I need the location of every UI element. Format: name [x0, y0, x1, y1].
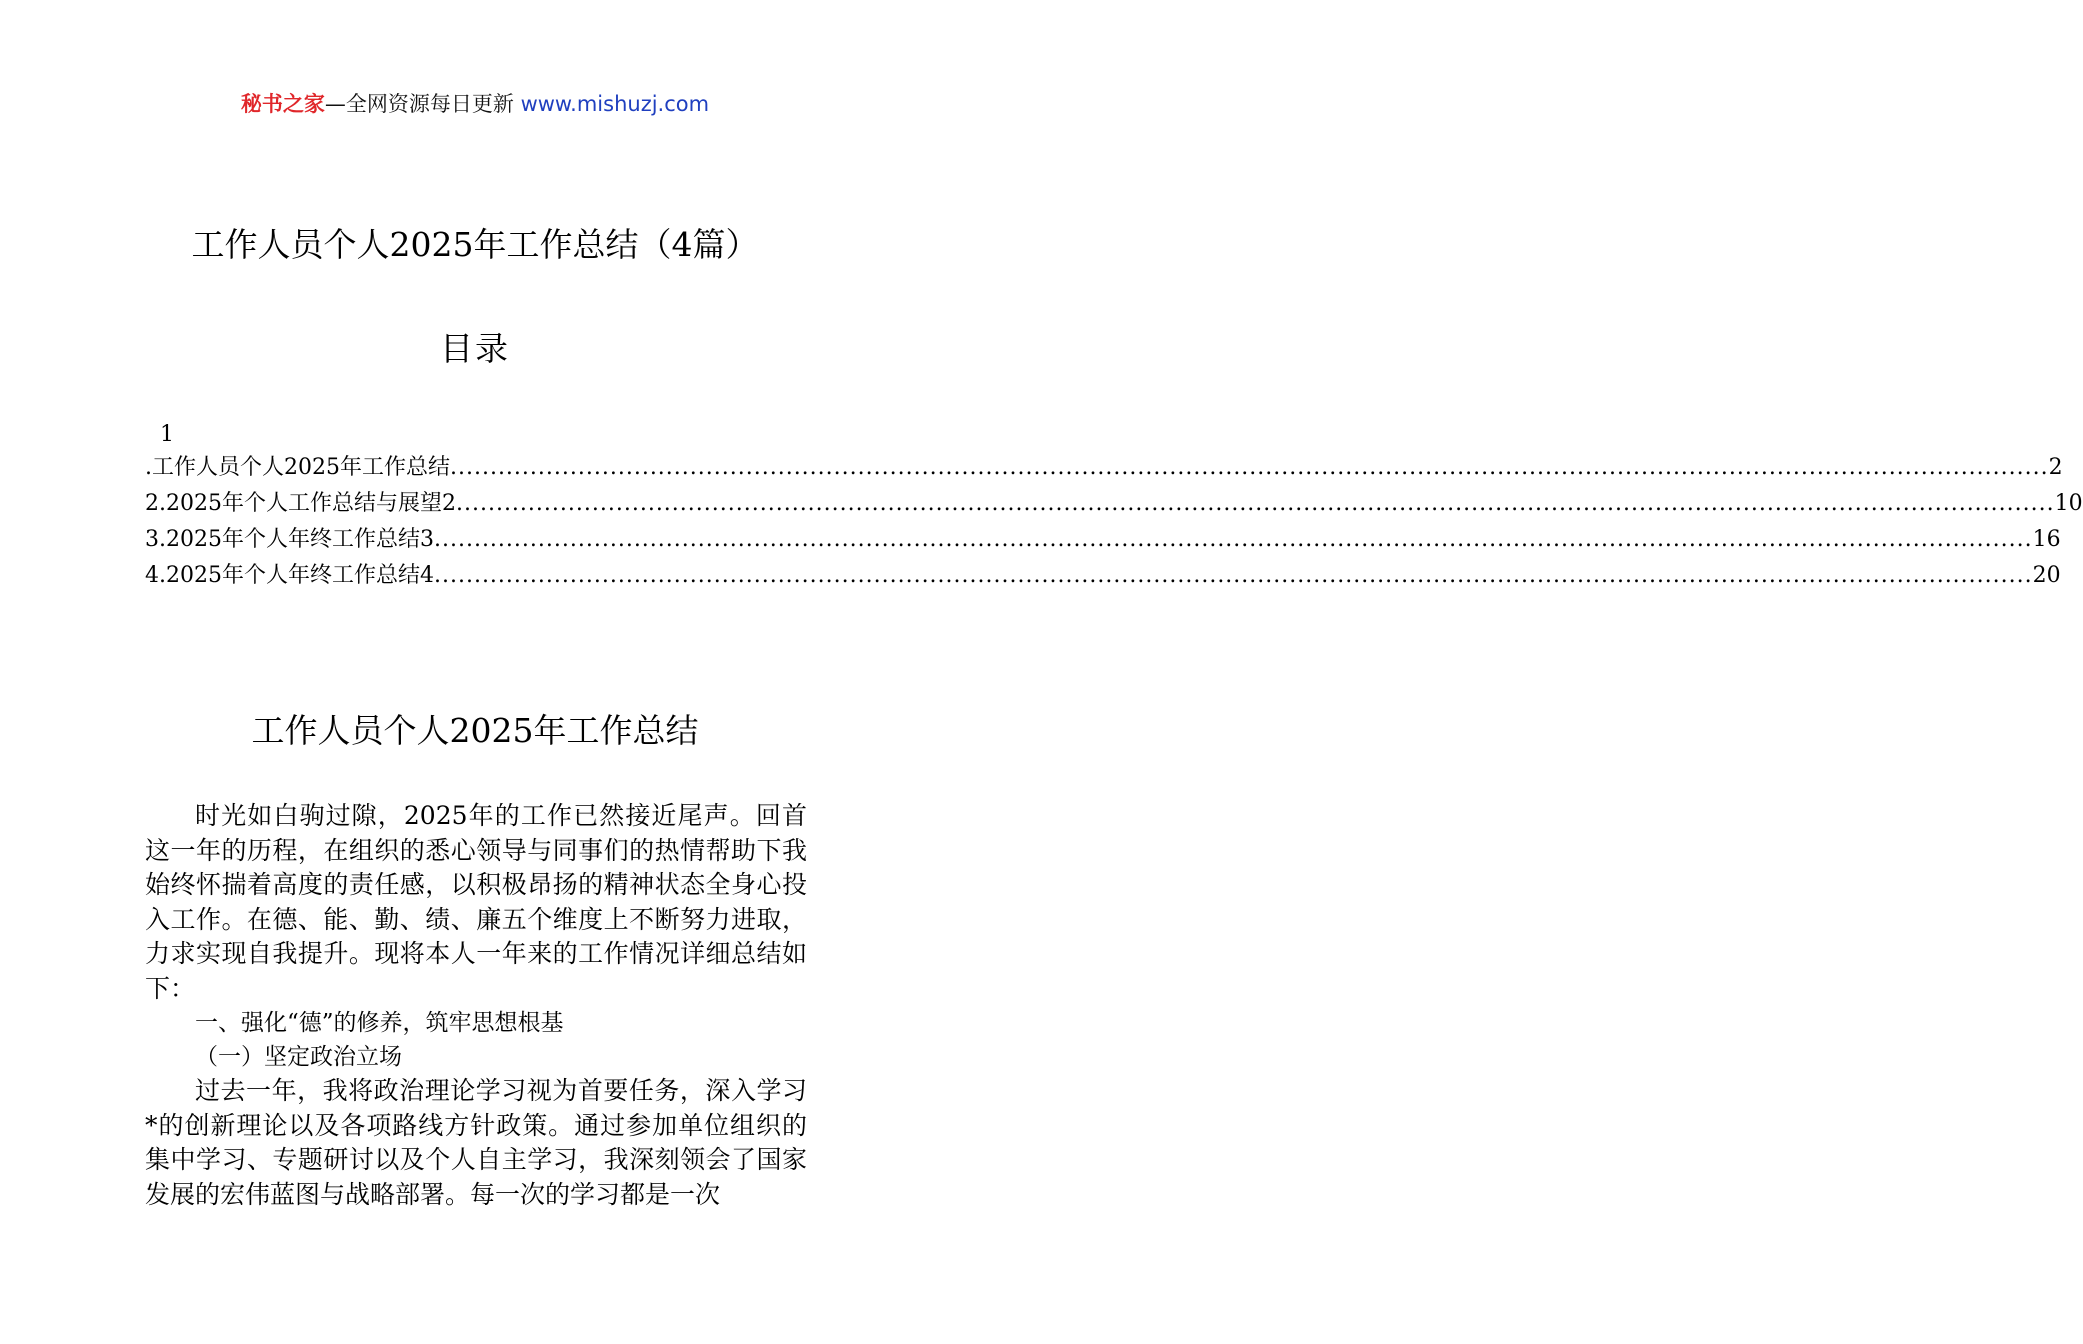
- toc-entry-page: 16: [2032, 527, 2061, 552]
- toc-entry[interactable]: [145, 558, 2061, 594]
- toc-entry-title: 4.2025年个人年终工作总结4: [145, 563, 434, 588]
- body-paragraph: 过去一年，我将政治理论学习视为首要任务，深入学习*的创新理论以及各项路线方针政策。通过参加单位组织的集中学习、专题研讨以及个人自主学习，我深刻领会了国家发展的宏伟蓝图与战略部署。每一次的学习都是一次: [145, 1076, 807, 1209]
- toc-entry-title: 2.2025年个人工作总结与展望2: [145, 491, 456, 516]
- toc-entry[interactable]: [145, 486, 2083, 522]
- subsection-heading: （一）坚定政治立场: [195, 1044, 402, 1070]
- toc-leader-dots: ........................................................................................................................................................................................................: [449, 455, 2049, 480]
- article-body: [145, 799, 807, 1212]
- toc-entry-page: 2: [2048, 455, 2063, 480]
- article-title: 工作人员个人2025年工作总结: [251, 711, 699, 750]
- document-title: 工作人员个人2025年工作总结（4篇）: [191, 225, 759, 264]
- toc-heading: 目录: [440, 329, 510, 368]
- toc-leader-dots: ........................................................................................................................................................................................................: [455, 491, 2055, 516]
- toc-entry[interactable]: [145, 450, 2063, 486]
- intro-paragraph: 时光如白驹过隙，2025年的工作已然接近尾声。回首这一年的历程，在组织的悉心领导与同事们的热情帮助下我始终怀揣着高度的责任感，以积极昂扬的精神状态全身心投入工作。在德、能、勤、绩、廉五个维度上不断努力进取，力求实现自我提升。现将本人一年来的工作情况详细总结如下：: [145, 801, 807, 1003]
- site-url-link[interactable]: www.mishuzj.com: [520, 92, 710, 116]
- toc-leader-dots: ........................................................................................................................................................................................................: [433, 563, 2033, 588]
- toc-entry-page: 20: [2032, 563, 2061, 588]
- toc-leader-dots: ........................................................................................................................................................................................................: [433, 527, 2033, 552]
- section-heading: 一、强化“德”的修养，筑牢思想根基: [195, 1010, 564, 1036]
- toc-entry-page: 10: [2054, 491, 2083, 516]
- toc-prefix-number: 1: [160, 422, 174, 447]
- toc-entry[interactable]: [145, 522, 2061, 558]
- banner-tagline: —全网资源每日更新: [324, 92, 514, 116]
- site-banner: [0, 88, 950, 120]
- toc-entry-title: .工作人员个人2025年工作总结: [145, 455, 450, 480]
- toc-entry-title: 3.2025年个人年终工作总结3: [145, 527, 434, 552]
- table-of-contents: [145, 420, 2083, 594]
- brand-name: 秘书之家: [240, 92, 325, 116]
